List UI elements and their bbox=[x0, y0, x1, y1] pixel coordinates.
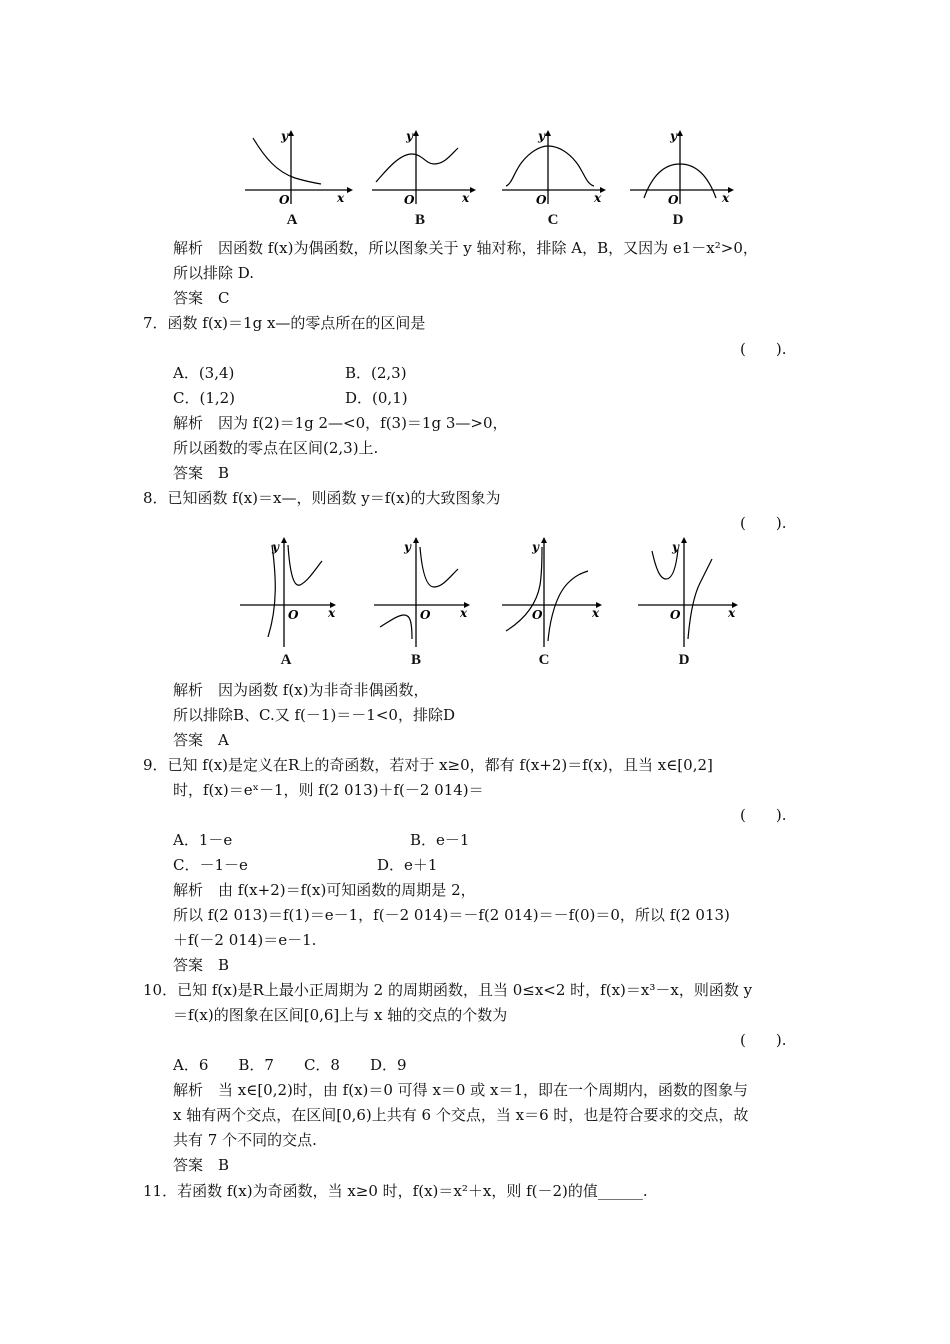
x-axis-label: x bbox=[592, 606, 600, 620]
origin-label: O bbox=[288, 608, 299, 622]
x-axis-label: x bbox=[460, 606, 468, 620]
x-axis-label: x bbox=[328, 606, 336, 620]
q6-label-c: C bbox=[547, 212, 559, 228]
q10-analysis-line-2: x 轴有两个交点，在区间[0,6)上共有 6 个交点，当 x＝6 时，也是符合要求的交点，故 bbox=[173, 1106, 749, 1124]
q8-label-a: A bbox=[280, 652, 292, 668]
origin-label: O bbox=[420, 608, 431, 622]
x-axis-label: x bbox=[337, 191, 345, 205]
q7-option-b: B．(2,3) bbox=[345, 364, 407, 382]
q9-option-a: A．1－e bbox=[173, 831, 233, 849]
q7-option-a: A．(3,4) bbox=[173, 364, 235, 382]
y-axis-label: y bbox=[281, 129, 288, 143]
q8-graph-d bbox=[636, 535, 746, 650]
q7-answer-bracket: ( ). bbox=[740, 340, 787, 358]
x-axis-label: x bbox=[722, 191, 730, 205]
q10-stem-line-2: ＝f(x)的图象在区间[0,6]上与 x 轴的交点的个数为 bbox=[173, 1006, 508, 1024]
q8-graph-b bbox=[372, 535, 482, 650]
x-axis-label: x bbox=[462, 191, 470, 205]
q10-stem-line-1: 10．已知 f(x)是R上最小正周期为 2 的周期函数，且当 0≤x<2 时，f(x)＝x³－x，则函数 y bbox=[143, 981, 753, 999]
q10-options: A．6 B．7 C．8 D．9 bbox=[173, 1056, 407, 1074]
q8-graph-a bbox=[238, 535, 348, 650]
q9-analysis-line-3: ＋f(－2 014)＝e－1. bbox=[173, 931, 317, 949]
y-axis-label: y bbox=[272, 540, 279, 554]
y-axis-label: y bbox=[670, 129, 677, 143]
q9-stem-line-2: 时，f(x)＝eˣ－1，则 f(2 013)＋f(－2 014)＝ bbox=[173, 781, 484, 799]
q6-graph-b bbox=[370, 128, 480, 208]
q8-label-d: D bbox=[678, 652, 690, 668]
x-axis-label: x bbox=[728, 606, 736, 620]
q6-label-d: D bbox=[672, 212, 684, 228]
q9-analysis-line-2: 所以 f(2 013)＝f(1)＝e－1，f(－2 014)＝－f(2 014)＝－f(0)＝0，所以 f(2 013) bbox=[173, 906, 730, 924]
q9-answer-bracket: ( ). bbox=[740, 806, 787, 824]
q10-analysis-line-3: 共有 7 个不同的交点. bbox=[173, 1131, 317, 1149]
y-axis-label: y bbox=[538, 129, 545, 143]
q6-label-b: B bbox=[414, 212, 425, 228]
y-axis-label: y bbox=[406, 129, 413, 143]
q6-answer: 答案 C bbox=[173, 289, 230, 307]
q6-analysis-line-2: 所以排除 D. bbox=[173, 264, 255, 282]
q9-analysis-line-1: 解析 由 f(x+2)＝f(x)可知函数的周期是 2， bbox=[173, 881, 476, 899]
origin-label: O bbox=[668, 193, 679, 207]
q6-analysis-line-1: 解析 因函数 f(x)为偶函数，所以图象关于 y 轴对称，排除 A，B，又因为 e1－x²>0， bbox=[173, 239, 758, 257]
q8-label-c: C bbox=[538, 652, 550, 668]
q9-option-d: D．e＋1 bbox=[377, 856, 438, 874]
q6-graph-c bbox=[500, 128, 610, 208]
q7-answer: 答案 B bbox=[173, 464, 230, 482]
origin-label: O bbox=[532, 608, 543, 622]
q6-label-a: A bbox=[286, 212, 298, 228]
origin-label: O bbox=[536, 193, 547, 207]
q7-option-d: D．(0,1) bbox=[345, 389, 408, 407]
q8-answer: 答案 A bbox=[173, 731, 229, 749]
x-axis-label: x bbox=[594, 191, 602, 205]
origin-label: O bbox=[404, 193, 415, 207]
q9-answer: 答案 B bbox=[173, 956, 230, 974]
q9-stem-line-1: 9．已知 f(x)是定义在R上的奇函数，若对于 x≥0，都有 f(x+2)＝f(x)，且当 x∈[0,2] bbox=[143, 756, 713, 774]
q7-stem: 7．函数 f(x)＝1g x—的零点所在的区间是 bbox=[143, 314, 426, 332]
q10-answer-bracket: ( ). bbox=[740, 1031, 787, 1049]
q7-option-c: C．(1,2) bbox=[173, 389, 236, 407]
q8-label-b: B bbox=[410, 652, 421, 668]
q8-answer-bracket: ( ). bbox=[740, 514, 787, 532]
y-axis-label: y bbox=[672, 540, 679, 554]
q8-graph-c bbox=[500, 535, 610, 650]
q9-option-b: B．e－1 bbox=[410, 831, 470, 849]
q11-stem: 11．若函数 f(x)为奇函数，当 x≥0 时，f(x)＝x²＋x，则 f(－2)的值______. bbox=[143, 1182, 648, 1200]
q6-graph-a bbox=[245, 128, 355, 208]
q8-stem: 8．已知函数 f(x)＝x—，则函数 y＝f(x)的大致图象为 bbox=[143, 489, 501, 507]
q8-analysis-line-1: 解析 因为函数 f(x)为非奇非偶函数， bbox=[173, 681, 429, 699]
q8-analysis-line-2: 所以排除B、C.又 f(－1)＝－1<0，排除D bbox=[173, 706, 455, 724]
q10-analysis-line-1: 解析 当 x∈[0,2)时，由 f(x)＝0 可得 x＝0 或 x＝1，即在一个周期内，函数的图象与 bbox=[173, 1081, 748, 1099]
y-axis-label: y bbox=[404, 540, 411, 554]
q7-analysis-line-1: 解析 因为 f(2)＝1g 2—<0，f(3)＝1g 3—>0， bbox=[173, 414, 508, 432]
q6-graph-d bbox=[628, 128, 738, 208]
y-axis-label: y bbox=[532, 540, 539, 554]
origin-label: O bbox=[670, 608, 681, 622]
q10-answer: 答案 B bbox=[173, 1156, 230, 1174]
q7-analysis-line-2: 所以函数的零点在区间(2,3)上. bbox=[173, 439, 379, 457]
q9-option-c: C．－1－e bbox=[173, 856, 248, 874]
origin-label: O bbox=[279, 193, 290, 207]
